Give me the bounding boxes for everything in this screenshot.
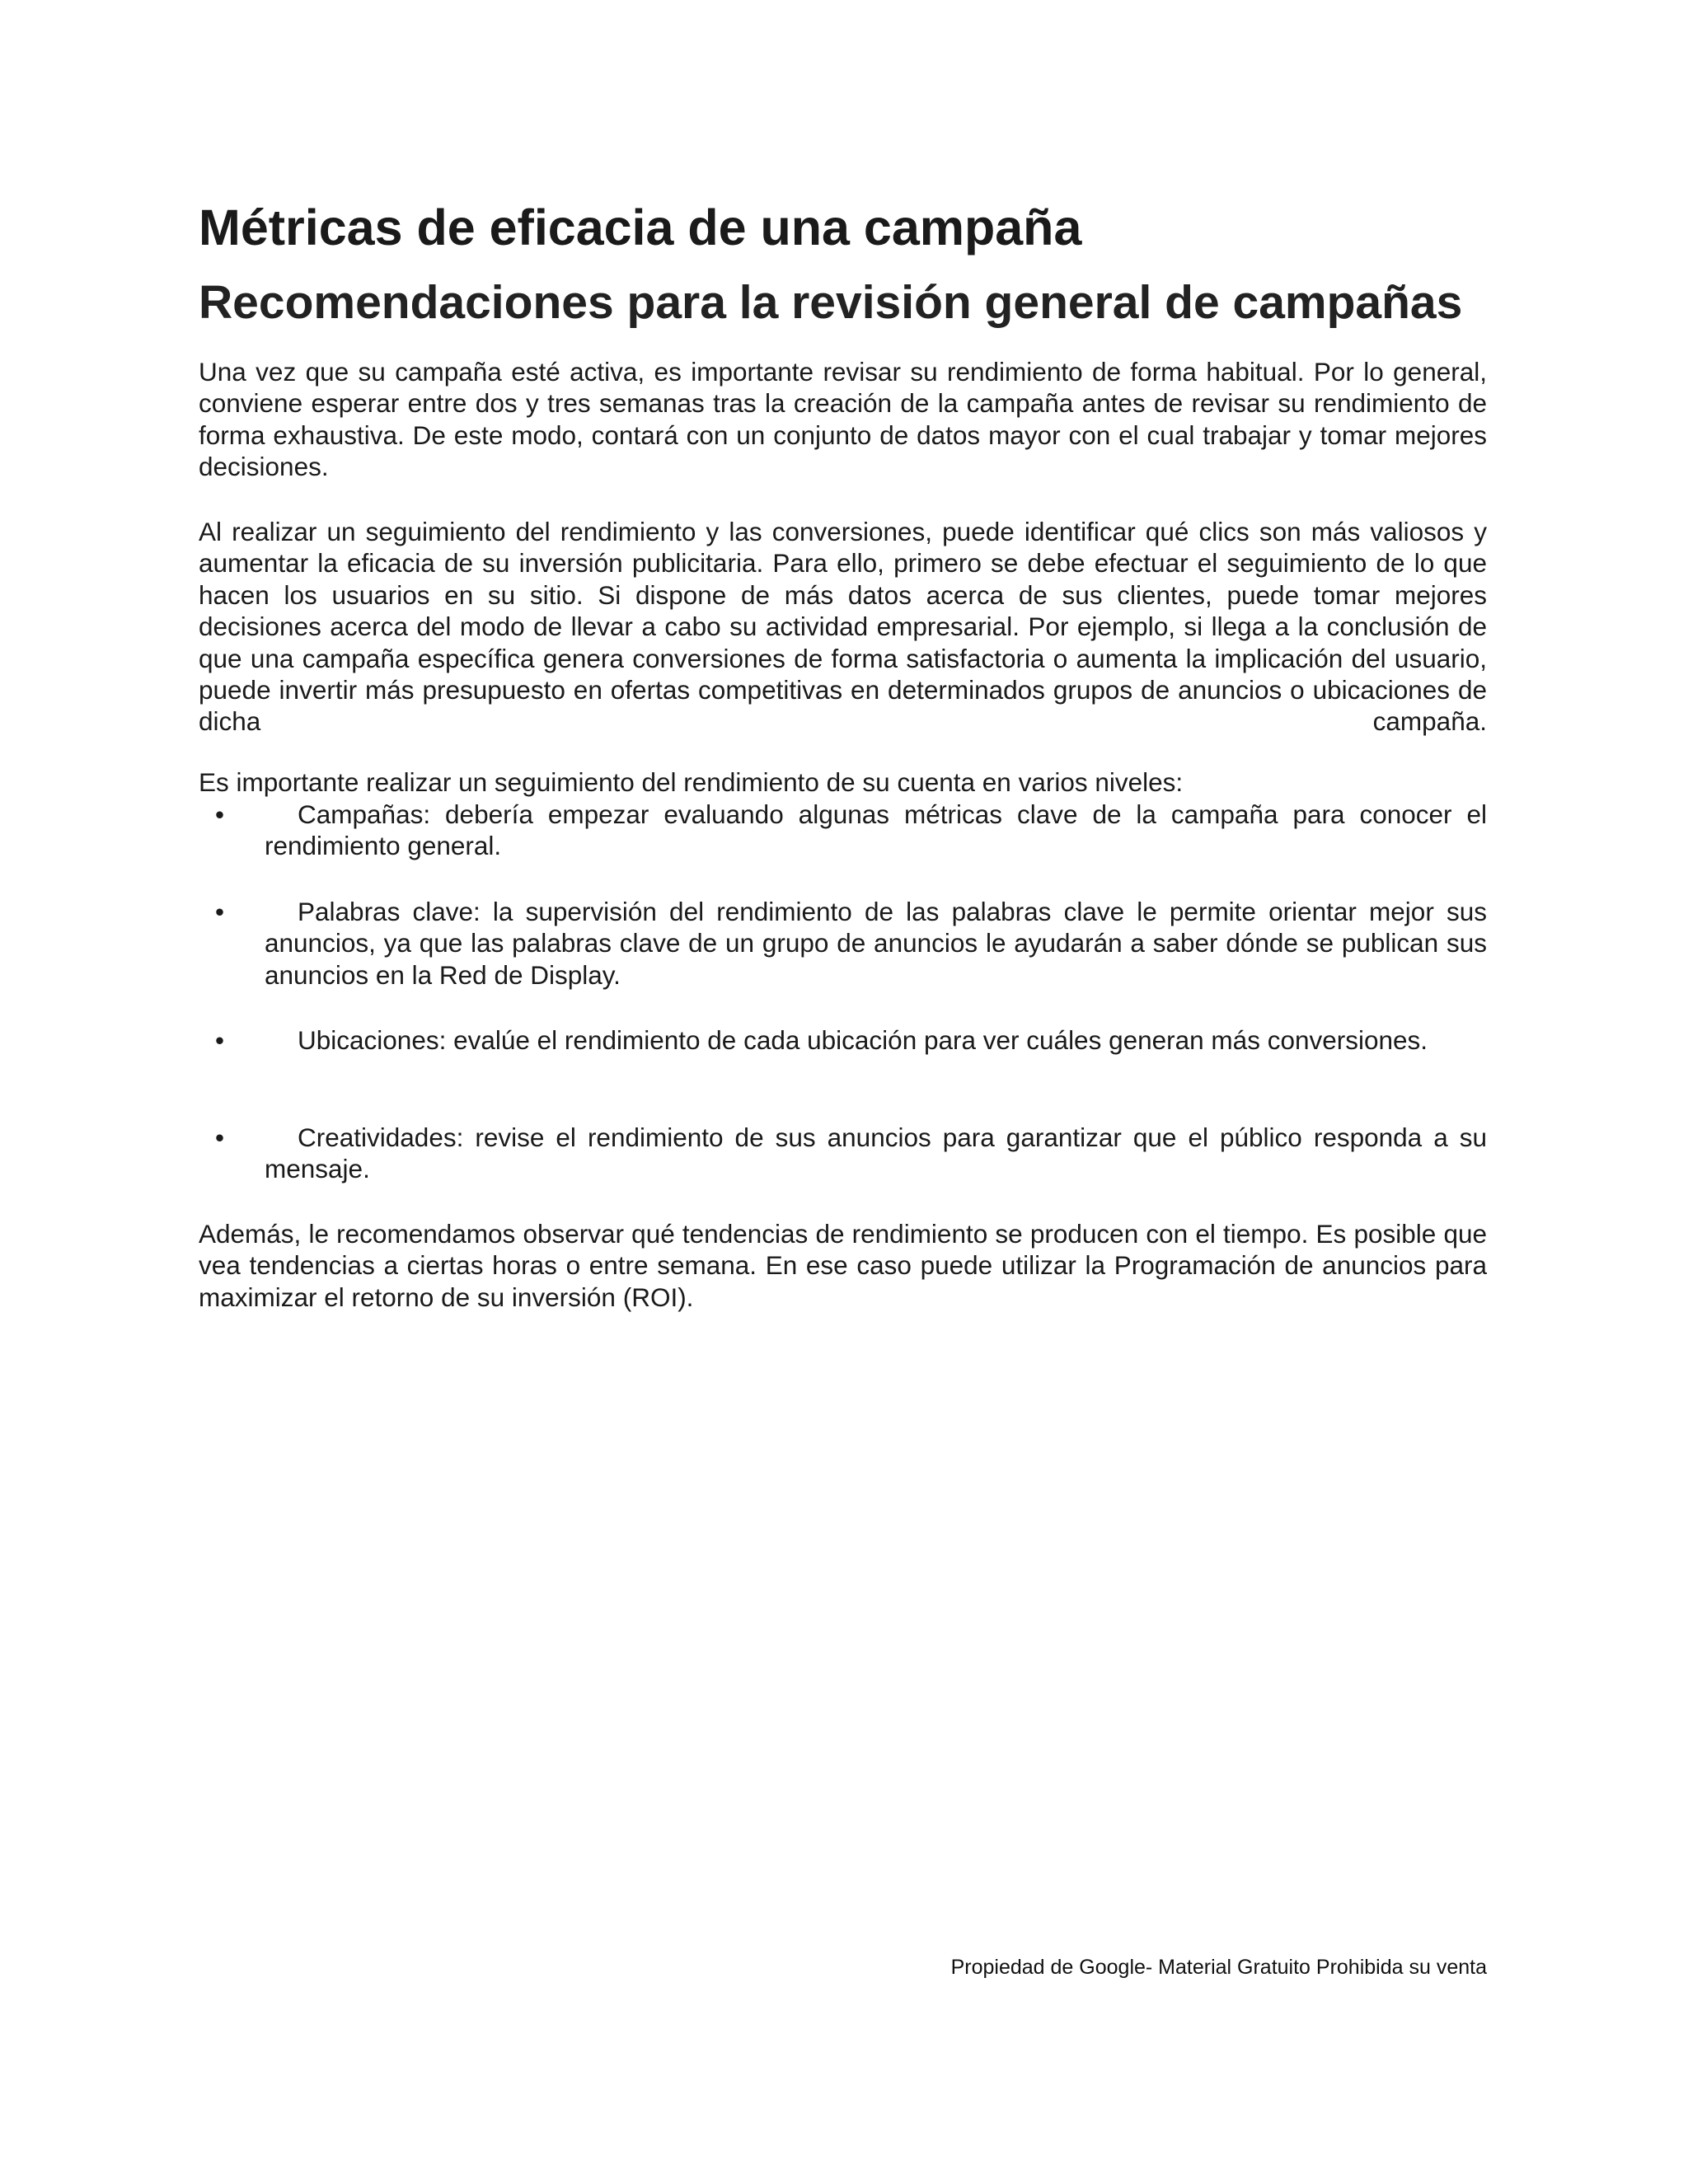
tracking-paragraph: Al realizar un seguimiento del rendimiento y las conversiones, puede identificar qué clics son más valiosos y aumentar la eficacia de su inversión publicitaria. Para ello, primero se debe efectuar el seguimiento de lo que hacen los usuarios en su sitio. Si dispone de más datos acerca de sus clientes, puede tomar mejores decisiones acerca del modo de llevar a cabo su actividad empresarial. Por ejemplo, si llega a la conclusión de que una campaña específica genera conversiones de forma satisfactoria o aumenta la implicación del usuario, puede invertir más presupuesto en ofertas competitivas en determinados grupos de anuncios o ubicaciones de dicha campaña. xyxy=(199,517,1487,737)
bullet-icon: • xyxy=(215,1025,225,1055)
list-item xyxy=(199,896,1487,1024)
list-item-text: Palabras clave: la supervisión del rendimiento de las palabras clave le permite orientar mejor sus anuncios, ya que las palabras clave de un grupo de anuncios le ayudarán a saber dónde se publican sus anuncios en la Red de Display. xyxy=(265,897,1487,990)
bullet-icon: • xyxy=(215,897,225,926)
page-footer: Propiedad de Google- Material Gratuito Prohibida su venta xyxy=(950,1956,1487,1979)
list-item xyxy=(199,1024,1487,1122)
page-subtitle: Recomendaciones para la revisión general de campañas xyxy=(199,276,1463,329)
list-item xyxy=(199,799,1487,896)
bullet-icon: • xyxy=(215,1122,225,1152)
list-item xyxy=(199,1122,1487,1185)
intro-paragraph: Una vez que su campaña esté activa, es importante revisar su rendimiento de forma habitual. Por lo general, conviene esperar entre dos y tres semanas tras la creación de la campaña antes de revisar su rendimiento de forma exhaustiva. De este modo, contará con un conjunto de datos mayor con el cual trabajar y tomar mejores decisiones. xyxy=(199,357,1487,482)
bullet-icon: • xyxy=(215,799,225,829)
levels-intro-paragraph: Es importante realizar un seguimiento del rendimiento de su cuenta en varios niveles: xyxy=(199,767,1184,797)
trends-paragraph: Además, le recomendamos observar qué tendencias de rendimiento se producen con el tiempo. Es posible que vea tendencias a ciertas horas o entre semana. En ese caso puede utilizar la Programación de anuncios para maximizar el retorno de su inversión (ROI). xyxy=(199,1219,1487,1312)
list-item-text: Campañas: debería empezar evaluando algunas métricas clave de la campaña para conocer el rendimiento general. xyxy=(265,799,1487,861)
list-item-text: Ubicaciones: evalúe el rendimiento de cada ubicación para ver cuáles generan más conversiones. xyxy=(298,1025,1428,1055)
levels-list xyxy=(199,799,1487,1185)
document-page xyxy=(199,0,1487,2184)
list-item-text: Creatividades: revise el rendimiento de sus anuncios para garantizar que el público responda a su mensaje. xyxy=(265,1122,1487,1184)
page-title: Métricas de eficacia de una campaña xyxy=(199,199,1082,255)
